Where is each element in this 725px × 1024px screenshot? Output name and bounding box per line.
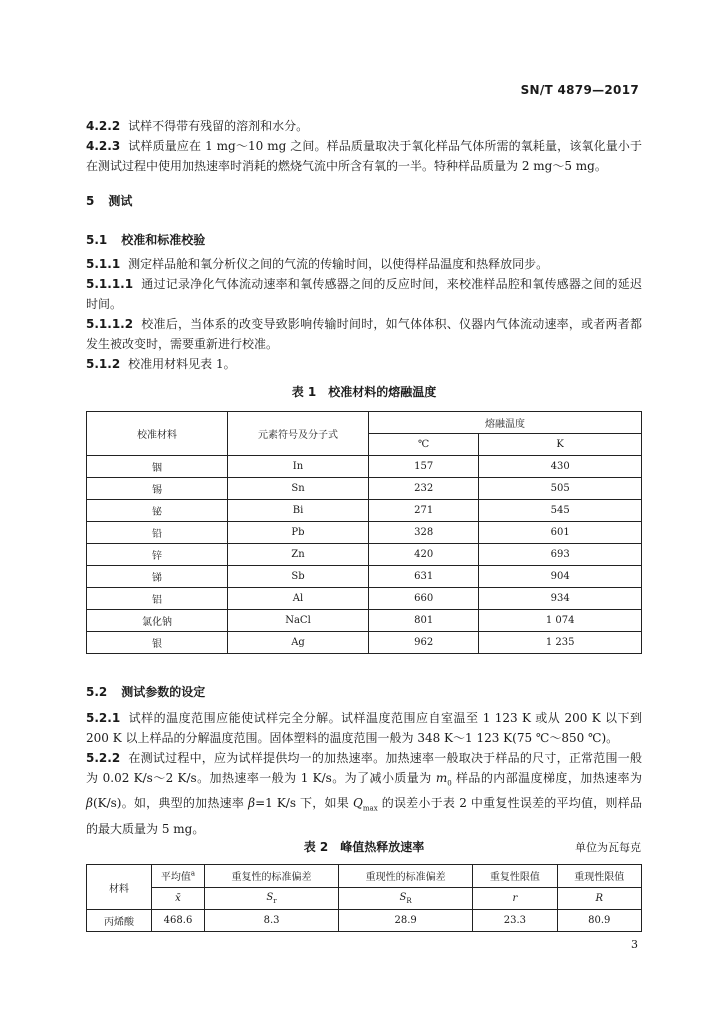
table-row <box>87 478 642 500</box>
cell-kelvin: 1 235 <box>479 632 642 654</box>
cell-symbol: In <box>228 456 369 478</box>
subscript: 0 <box>447 779 452 788</box>
subscript: max <box>362 804 378 813</box>
cell-celsius: 801 <box>369 610 479 632</box>
table-row <box>87 632 642 654</box>
cell-R: 80.9 <box>557 910 641 932</box>
cell-kelvin: 1 074 <box>479 610 642 632</box>
section-5-heading <box>86 192 132 209</box>
clause-4-2-3 <box>86 136 642 176</box>
subscript: R <box>406 896 412 905</box>
cell-material: 银 <box>87 632 228 654</box>
symbol-sr <box>205 887 339 910</box>
cell-symbol: Sb <box>228 566 369 588</box>
cell-kelvin: 601 <box>479 522 642 544</box>
cell-material: 锡 <box>87 478 228 500</box>
table-row <box>87 610 642 632</box>
symbol-text: r <box>512 892 518 904</box>
clause-text: 通过记录净化气体流动速率和氧传感器之间的反应时间，来校准样品腔和氧传感器之间的延迟时间。 <box>86 277 642 311</box>
cell-material: 锑 <box>87 566 228 588</box>
clause-text: 试样的温度范围应能使试样完全分解。试样温度范围应自室温至 1 123 K 或从 200 K 以下到 200 K 以上样品的分解温度范围。固体塑料的温度范围一般为 348 K～1 123 K(75 ℃～850 ℃)。 <box>86 711 642 745</box>
table-header-row <box>87 412 642 434</box>
cell-symbol: Sn <box>228 478 369 500</box>
clause-number: 5.1.1 <box>86 257 121 271</box>
table-row <box>87 522 642 544</box>
clause-number: 5.1.1.1 <box>86 277 134 291</box>
symbol-text: S <box>266 891 274 903</box>
table-2-unit: 单位为瓦每克 <box>575 841 641 854</box>
clause-5-2-1 <box>86 708 642 748</box>
subscript: r <box>273 896 277 905</box>
cell-celsius: 660 <box>369 588 479 610</box>
section-number: 5.2 <box>86 685 108 699</box>
cell-mean: 468.6 <box>152 910 205 932</box>
table-2 <box>86 864 642 932</box>
footnote-mark: a <box>190 869 196 878</box>
header-sr: 重复性的标准偏差 <box>205 865 339 888</box>
symbol-sR <box>339 887 473 910</box>
clause-5-1-1-2 <box>86 314 642 354</box>
header-R: 重现性限值 <box>557 865 641 888</box>
section-number: 5.1 <box>86 233 108 247</box>
cell-kelvin: 505 <box>479 478 642 500</box>
clause-number: 4.2.3 <box>86 139 121 153</box>
cell-symbol: Al <box>228 588 369 610</box>
header-mean <box>152 865 205 888</box>
cell-symbol: Ag <box>228 632 369 654</box>
clause-text: =1 K/s 下，如果 <box>255 796 354 811</box>
symbol-R <box>557 887 641 910</box>
cell-material: 铟 <box>87 456 228 478</box>
table-row <box>87 544 642 566</box>
table-row <box>87 566 642 588</box>
header-symbol: 元素符号及分子式 <box>228 412 369 456</box>
table-row <box>87 588 642 610</box>
header-r: 重复性限值 <box>473 865 557 888</box>
clause-text: (K/s)。如，典型的加热速率 <box>92 796 249 811</box>
clause-text: 在测试过程中，应为试样提供均一的加热速率。加热速率一般取决于样品的尺寸，正常范围一般为 0.02 K/s～2 K/s。加热速率一般为 1 K/s。为了减小质量为 <box>86 751 642 785</box>
cell-material: 锌 <box>87 544 228 566</box>
cell-kelvin: 904 <box>479 566 642 588</box>
header-material: 校准材料 <box>87 412 228 456</box>
symbol-mean <box>152 887 205 910</box>
page-number: 3 <box>631 938 638 951</box>
section-5-1-heading <box>86 231 205 248</box>
table-row <box>87 910 642 932</box>
section-title: 校准和标准校验 <box>121 233 206 247</box>
cell-celsius: 962 <box>369 632 479 654</box>
table-2-caption: 表 2 峰值热释放速率 <box>303 840 425 854</box>
section-5-2-heading <box>86 683 205 700</box>
clause-5-1-1 <box>86 254 642 274</box>
table-row <box>87 500 642 522</box>
header-material: 材料 <box>87 865 152 910</box>
clause-text: 的误差小于表 2 中重复性误差的平均值，则样品的最大质量为 5 mg。 <box>86 796 642 836</box>
mass-symbol: m <box>435 771 448 785</box>
clause-text: 试样不得带有残留的溶剂和水分。 <box>128 119 309 133</box>
cell-material: 氯化钠 <box>87 610 228 632</box>
symbol-r <box>473 887 557 910</box>
cell-material: 丙烯酸 <box>87 910 152 932</box>
cell-r: 23.3 <box>473 910 557 932</box>
header-celsius: ℃ <box>369 434 479 456</box>
cell-celsius: 157 <box>369 456 479 478</box>
table-header-row <box>87 887 642 910</box>
clause-number: 5.1.2 <box>86 357 121 371</box>
cell-material: 铅 <box>87 522 228 544</box>
beta-symbol: β <box>86 796 93 811</box>
clause-number: 5.1.1.2 <box>86 317 134 331</box>
cell-kelvin: 545 <box>479 500 642 522</box>
clause-text: 样品的内部温度梯度，加热速率为 <box>451 771 642 785</box>
clause-text: 校准后，当体系的改变导致影响传输时间时，如气体体积、仪器内气体流动速率，或者两者都发生被改变时，需要重新进行校准。 <box>86 317 642 351</box>
cell-kelvin: 430 <box>479 456 642 478</box>
clause-5-2-2 <box>86 748 642 839</box>
cell-kelvin: 934 <box>479 588 642 610</box>
cell-celsius: 420 <box>369 544 479 566</box>
beta-symbol: β <box>248 796 256 811</box>
standard-number: SN/T 4879—2017 <box>520 83 639 97</box>
header-sR: 重现性的标准偏差 <box>339 865 473 888</box>
clause-text: 校准用材料见表 1。 <box>128 357 236 371</box>
clause-4-2-2 <box>86 116 642 136</box>
cell-sR: 28.9 <box>339 910 473 932</box>
cell-celsius: 271 <box>369 500 479 522</box>
cell-sr: 8.3 <box>205 910 339 932</box>
table-header-row <box>87 865 642 888</box>
clause-5-1-2 <box>86 354 642 374</box>
section-title: 测试 <box>108 194 133 208</box>
symbol-text: S <box>399 891 407 903</box>
table-1 <box>86 411 642 654</box>
clause-text: 测定样品舱和氧分析仪之间的气流的传输时间，以使得样品温度和热释放同步。 <box>128 257 549 271</box>
cell-symbol: Bi <box>228 500 369 522</box>
section-number: 5 <box>86 194 95 208</box>
clause-number: 5.2.1 <box>86 711 121 725</box>
table-row <box>87 456 642 478</box>
header-mean-label: 平均值 <box>160 872 191 884</box>
cell-celsius: 631 <box>369 566 479 588</box>
symbol-text: R <box>595 892 604 904</box>
symbol-text: x̄ <box>175 892 181 904</box>
cell-symbol: NaCl <box>228 610 369 632</box>
cell-symbol: Zn <box>228 544 369 566</box>
cell-symbol: Pb <box>228 522 369 544</box>
cell-celsius: 328 <box>369 522 479 544</box>
clause-text: 试样质量应在 1 mg～10 mg 之间。样品质量取决于氧化样品气体所需的氧耗量，该氧化量小于在测试过程中使用加热速率时消耗的燃烧气流中所含有氧的一半。特种样品质量为 2 mg～5 mg。 <box>86 139 642 173</box>
cell-celsius: 232 <box>369 478 479 500</box>
q-symbol: Q <box>353 796 363 811</box>
clause-number: 4.2.2 <box>86 119 121 133</box>
clause-5-1-1-1 <box>86 274 642 314</box>
header-kelvin: K <box>479 434 642 456</box>
cell-kelvin: 693 <box>479 544 642 566</box>
header-melt-temp: 熔融温度 <box>369 412 642 434</box>
cell-material: 铋 <box>87 500 228 522</box>
cell-material: 铝 <box>87 588 228 610</box>
table-1-caption: 表 1 校准材料的熔融温度 <box>291 385 437 399</box>
section-title: 测试参数的设定 <box>121 685 206 699</box>
clause-number: 5.2.2 <box>86 751 121 765</box>
